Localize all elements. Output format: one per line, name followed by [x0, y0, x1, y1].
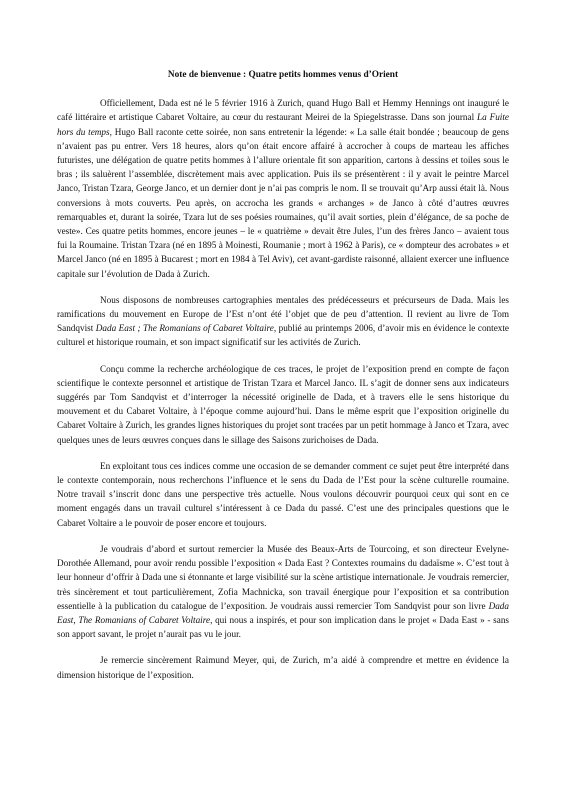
paragraph-text: En exploitant tous ces indices comme une occasion de se demander comment ce sujet peut être interprété dans le contexte contemporain, nous recherchons l’influence et le sens du Dada de l’Est pour la scène culturelle roumaine. Notre travail s’inscrit donc dans une perspective très actuelle. Nous voulons découvrir pourquoi ceux qui sont en ce moment engagés dans un travail culturel s’intéressent à ce Dada du passé. C’est une des principales questions que le Cabaret Voltaire a le pouvoir de poser encore et toujours.	[57, 460, 509, 528]
paragraph-3	[57, 362, 509, 447]
paragraph-text: , Hugo Ball raconte cette soirée, non sans entretenir la légende: « La salle était bondée ; beaucoup de gens n’avaient pas pu entrer. Vers 18 heures, alors qu’on était encore affairé à accrocher à coups de marteau les affiches futuristes, une délégation de quatre petits hommes à l’allure orientale fit son apparition, cartons à dessins et toiles sous le bras ; ils saluèrent l’assemblée, discrètement mais avec application. Puis ils se présentèrent : il y avait le peintre Marcel Janco, Tristan Tzara, George Janco, et un dernier dont je n’ai pas compris le nom. Il se trouvait qu’Arp aussi était là. Nous conversions à mots couverts. Peu après, on accrocha les grands « archanges » de Janco à côté d’autres œuvres remarquables et, durant la soirée, Tzara lut de ses poésies roumaines, qu’il avait sorties, plein d’élégance, de sa poche de veste». Ces quatre petits hommes, encore jeunes – le « quatrième » devait être Jules, l’un des frères Janco – avaient tous fui la Roumaine. Tristan Tzara (né en 1895 à Moinesti, Roumanie ; mort à 1962 à Paris), ce « dompteur des acrobates » et Marcel Janco (né en 1895 à Bucarest ; mort en 1984 à Tel Aviv), cet avant-gardiste raisonné, allaient exercer une influence capitale sur l’évolution de Dada à Zurich.	[57, 126, 509, 279]
paragraph-2	[57, 293, 509, 350]
paragraph-text: Je remercie sincèrement Raimund Meyer, qui, de Zurich, m’a aidé à comprendre et mettre en évidence la dimension historique de l’exposition.	[57, 655, 509, 680]
paragraph-6	[57, 653, 509, 681]
paragraph-text: Nous disposons de nombreuses cartographies mentales des prédécesseurs et précurseurs de Dada. Mais les ramifications du mouvement en Europe de l’Est n’ont été l’objet que de peu d’attention. Il revient au livre de Tom Sandqvist	[57, 294, 509, 334]
book-title: La Fuite hors du temps	[57, 112, 509, 137]
book-title: Dada East ; The Romanians of Cabaret Voltaire	[95, 323, 274, 334]
paragraph-text: Conçu comme la recherche archéologique de ces traces, le projet de l’exposition prend en compte de façon scientifique le contexte personnel et artistique de Tristan Tzara et Marcel Janco. IL s’agit de donner sens aux indicateurs suggérés par Tom Sandqvist et d’interroger la nécessité originelle de Dada, et à travers elle le sens historique du mouvement et du Cabaret Voltaire, à l’époque comme aujourd’hui. Dans le même esprit que l’exposition originelle du Cabaret Voltaire à Zurich, les grandes lignes historiques du projet sont tracées par un petit hommage à Janco et Tzara, avec quelques unes de leurs œuvres conçues dans le sillage des Saisons zurichoises de Dada.	[57, 363, 509, 445]
paragraph-1	[57, 96, 509, 281]
paragraph-4	[57, 459, 509, 530]
document-title: Note de bienvenue : Quatre petits hommes venus d’Orient	[167, 70, 399, 80]
book-title: Dada East, The Romanians of Cabaret Voltaire	[57, 600, 509, 625]
paragraph-text: , publié au printemps 2006, d’avoir mis en évidence le contexte culturel et historique roumain, et son impact significatif sur les activités de Zurich.	[57, 323, 509, 348]
paragraph-text: Officiellement, Dada est né le 5 février 1916 à Zurich, quand Hugo Ball et Hemmy Hennings ont inauguré le café littéraire et artistique Cabaret Voltaire, au cœur du restaurant Meirei de la Spiegelstrasse. Dans son journal	[57, 98, 509, 123]
document-page	[57, 68, 509, 682]
paragraph-text: , qui nous a inspirés, et pour son implication dans le projet « Dada East » - sans son apport savant, le projet n’aurait pas vu le jour.	[57, 614, 509, 640]
paragraph-5	[57, 542, 509, 641]
paragraph-text: Je voudrais d’abord et surtout remercier la Musée des Beaux-Arts de Tourcoing, et son directeur Evelyne-Dorothée Allemand, pour avoir rendu possible l’exposition « Dada East ? Contextes roumains du dadaïsme ». C’est tout à leur honneur d’offrir à Dada une si étonnante et large visibilité sur la scène artistique internationale. Je voudrais remercier, très sincèrement et tout particulièrement, Zofia Machnicka, son travail énergique pour l’exposition et sa contribution essentielle à la publication du catalogue de l’exposition. Je voudrais aussi remercier Tom Sandqvist pour son livre	[57, 543, 509, 611]
